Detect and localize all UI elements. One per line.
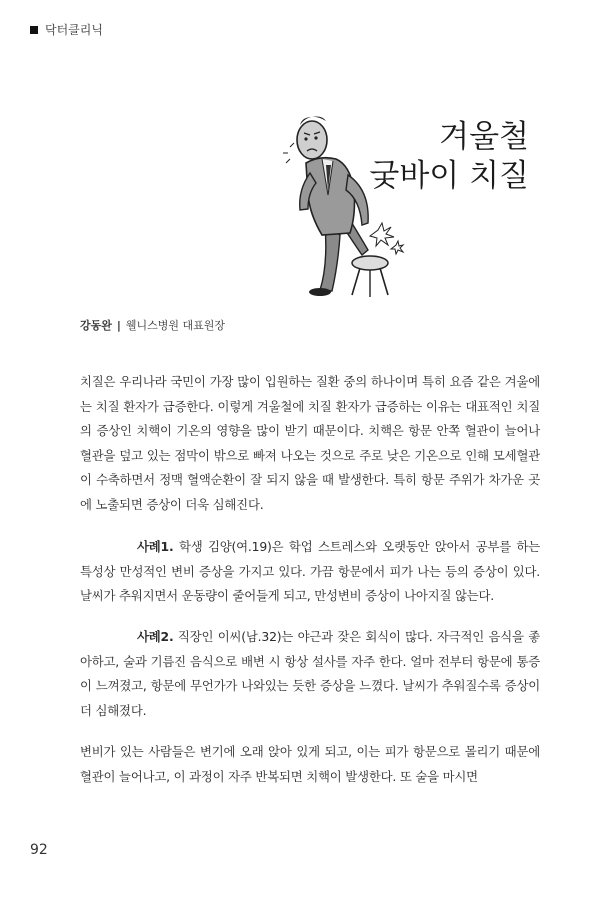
intro-paragraph: 치질은 우리나라 국민이 가장 많이 입원하는 질환 중의 하나이며 특히 요즘 같은 겨울에는 치질 환자가 급증한다. 이렇게 겨울철에 치질 환자가 급증하는 이유는 대표적인 치질의 증상인 치핵이 기온의 영향을 많이 받기 때문이다. 치핵은 항문 안쪽 혈관이 늘어나 혈관을 덮고 있는 점막이 밖으로 빠져 나오는 것으로 주로 낮은 기온으로 인해 모세혈관이 수축하면서 정맥 혈액순환이 잘 되지 않을 때 발생한다. 특히 항문 주위가 차가운 곳에 노출되면 증상이 더욱 심해진다. [80, 374, 540, 512]
case1-label: 사례1. [137, 539, 174, 554]
case1-text: 학생 김양(여.19)은 학업 스트레스와 오랫동안 앉아서 공부를 하는 특성상 만성적인 변비 증상을 가지고 있다. 가끔 항문에서 피가 나는 등의 증상이 있다. 날씨가 추워지면서 운동량이 줄어들게 되고, 만성변비 증상이 나아지질 않는다. [80, 539, 540, 604]
closing-paragraph: 변비가 있는 사람들은 변기에 오래 앉아 있게 되고, 이는 피가 항문으로 몰리기 때문에 혈관이 늘어나고, 이 과정이 자주 반복되면 치핵이 발생한다. 또 술을 마시면 [80, 744, 540, 784]
author-name: 강동완 [80, 319, 112, 332]
page-number: 92 [30, 842, 48, 858]
title-line-2: 궂바이 치질 [369, 158, 529, 194]
case1-paragraph [80, 535, 540, 609]
case2-text: 직장인 이씨(남.32)는 야근과 잦은 회식이 많다. 자극적인 음식을 좋아하고, 술과 기름진 음식으로 배변 시 항상 설사를 자주 한다. 얼마 전부터 항문에 통증이 느껴졌고, 항문에 무언가가 나와있는 듯한 증상을 느꼈다. 날씨가 추워질수록 증상이 더 심해졌다. [80, 629, 540, 718]
case2-paragraph [80, 625, 540, 723]
author-separator: | [116, 319, 121, 332]
title-line-1: 겨울철 [439, 119, 529, 155]
square-bullet-icon [30, 26, 38, 34]
stool-drawing [352, 256, 388, 297]
section-header [30, 21, 103, 38]
author-title: 웰니스병원 대표원장 [125, 319, 226, 332]
article-title [369, 118, 529, 196]
case2-label: 사례2. [137, 629, 174, 644]
section-title: 닥터클리닉 [45, 23, 103, 37]
author-byline [80, 317, 225, 333]
